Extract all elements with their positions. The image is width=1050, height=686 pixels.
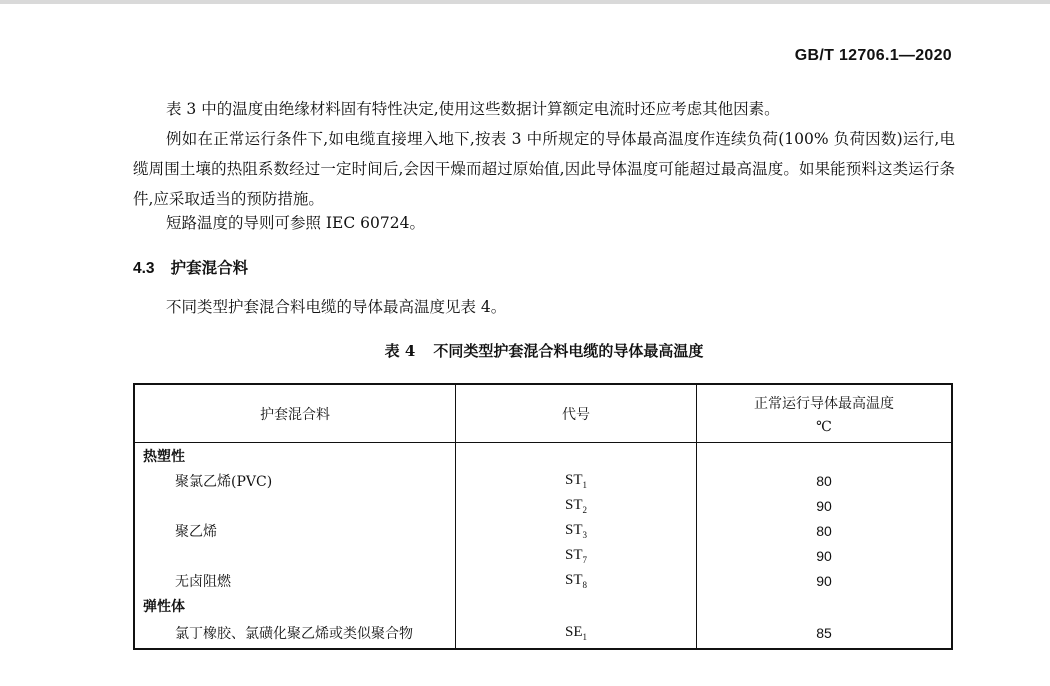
paragraph-temperature-basis: 表 3 中的温度由绝缘材料固有特性决定,使用这些数据计算额定电流时还应考虑其他因素。 [166,100,780,118]
row-compound-name [134,543,456,568]
paragraph-table-intro: 不同类型护套混合料电缆的导体最高温度见表 4。 [166,298,507,316]
code-subscript: 8 [582,579,587,590]
table-row [134,468,952,493]
row-code [456,493,697,518]
standard-number: GB/T 12706.1—2020 [794,47,952,64]
section-title: 护套混合料 [170,258,249,277]
table-caption [0,340,1050,361]
header-temperature-label: 正常运行导体最高温度 [754,395,894,412]
sheath-temperature-table [133,383,953,650]
row-code [456,518,697,543]
row-temperature [697,593,953,618]
header-code: 代号 [456,384,697,443]
table-row [134,543,952,568]
row-temperature: 90 [816,497,832,514]
row-temperature: 90 [816,547,832,564]
code-subscript: 3 [582,529,587,540]
table-row [134,568,952,593]
row-code [456,568,697,593]
code-base: ST [564,571,583,588]
row-code [456,543,697,568]
row-temperature [697,443,953,469]
code-base: ST [564,496,583,513]
section-heading [133,256,248,278]
row-temperature: 80 [816,522,832,539]
table-row [134,593,952,618]
row-compound-name [134,493,456,518]
code-subscript: 2 [582,504,587,515]
code-subscript: 1 [582,632,587,642]
code-base: ST [564,471,583,488]
table-row [134,618,952,649]
section-number: 4.3 [133,260,155,277]
row-code [456,443,697,469]
table-caption-title: 不同类型护套混合料电缆的导体最高温度 [433,342,704,360]
row-code [456,618,697,649]
header-temperature [697,384,953,443]
top-border [0,0,1050,4]
table-caption-number: 表 4 [384,342,416,360]
row-temperature: 80 [816,472,832,489]
paragraph-example-buried: 例如在正常运行条件下,如电缆直接埋入地下,按表 3 中所规定的导体最高温度作连续负荷(100% 负荷因数)运行,电缆周围土壤的热阻系数经过一定时间后,会因干燥而超过原始值,因此导体温度可能超过最高温度。如果能预料这类运行条件,应采取适当的预防措施。 [133,130,955,208]
row-temperature: 85 [816,625,832,641]
header-temperature-unit: ℃ [816,418,832,435]
code-base: ST [564,546,583,563]
row-compound-name: 聚乙烯 [134,518,456,543]
paragraph-short-circuit-guide: 短路温度的导则可参照 IEC 60724。 [166,214,425,232]
code-subscript: 1 [582,479,587,490]
code-base: ST [564,521,583,538]
table-row [134,493,952,518]
row-code [456,468,697,493]
row-compound-name: 聚氯乙烯(PVC) [134,468,456,493]
row-code [456,593,697,618]
code-base: SE [564,624,583,640]
code-subscript: 7 [582,554,587,565]
row-temperature: 90 [816,572,832,589]
row-compound-name: 氯丁橡胶、氯磺化聚乙烯或类似聚合物 [134,618,456,649]
row-compound-name: 弹性体 [134,593,456,618]
row-compound-name: 无卤阻燃 [134,568,456,593]
table-row [134,518,952,543]
row-compound-name: 热塑性 [134,443,456,469]
header-compound: 护套混合料 [134,384,456,443]
table-row [134,443,952,469]
table-header-row [134,384,952,443]
